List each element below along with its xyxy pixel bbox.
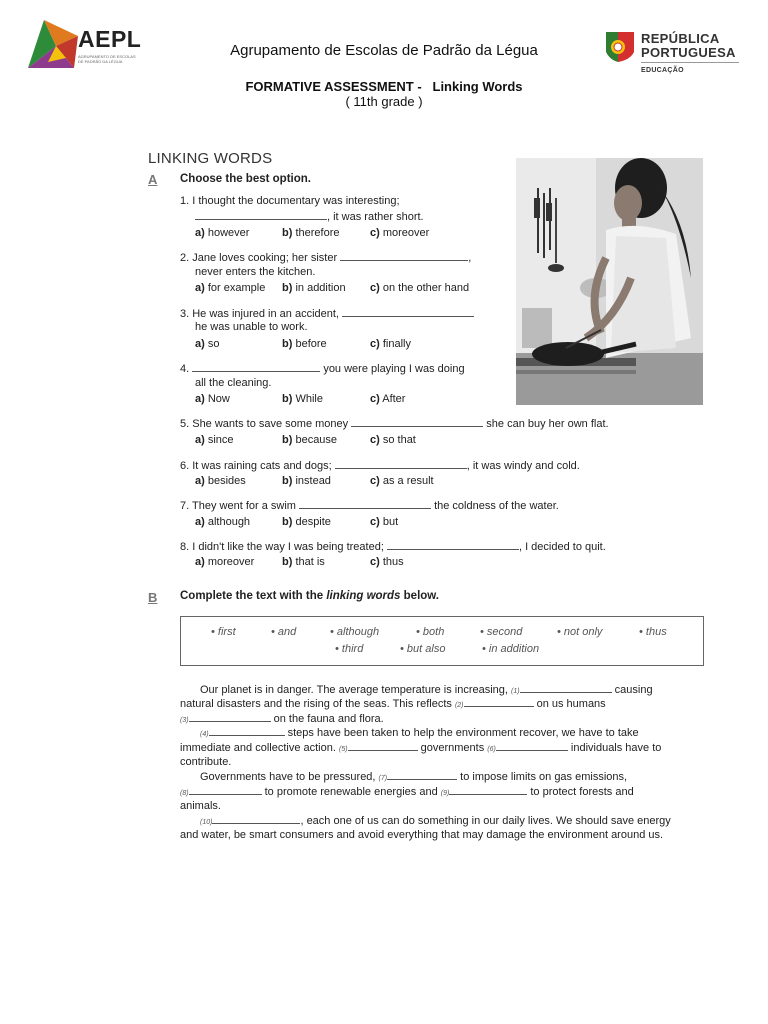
aepl-logo-subtext: AGRUPAMENTO DE ESCOLAS DE PADRÃO DA LÉGUA [78, 54, 136, 64]
question-8-line1: 8. I didn't like the way I was being treated; , I decided to quit. [180, 541, 606, 553]
option-c[interactable]: c) on the other hand [370, 282, 470, 294]
word-bank-item[interactable]: • third [335, 643, 364, 655]
answer-blank[interactable] [299, 498, 431, 509]
word-bank-item[interactable]: • not only [557, 626, 603, 638]
option-c[interactable]: c) but [370, 516, 399, 528]
text-gap-2[interactable] [464, 697, 534, 707]
text-gap-1[interactable] [520, 683, 612, 693]
section-b-title: Complete the text with the linking words below. [180, 590, 440, 602]
gov-logo-line1: REPÚBLICA [641, 31, 720, 46]
option-b[interactable]: b) because [282, 434, 338, 446]
word-bank-item[interactable]: • and [271, 626, 297, 638]
question-6-line1: 6. It was raining cats and dogs; , it was windy and cold. [180, 460, 580, 472]
option-c[interactable]: c) thus [370, 556, 404, 568]
text-line-10: (10) , each one of us can do something in our daily lives. We should save energy [200, 815, 671, 827]
option-a[interactable]: a) for example [195, 282, 266, 294]
option-b[interactable]: b) despite [282, 516, 331, 528]
answer-blank[interactable] [335, 458, 467, 469]
gov-logo-line3: EDUCAÇÃO [641, 67, 684, 74]
word-bank-item[interactable]: • in addition [482, 643, 540, 655]
text-line-8: (8) to promote renewable energies and (9) to protect forests and [180, 786, 634, 798]
text-gap-7[interactable] [387, 770, 457, 780]
question-7-line1: 7. They went for a swim the coldness of the water. [180, 500, 559, 512]
section-b-letter: B [148, 590, 158, 605]
question-1-line2: , it was rather short. [195, 209, 424, 225]
section-a-title: Choose the best option. [180, 173, 311, 185]
text-line-9: animals. [180, 800, 221, 812]
option-b[interactable]: b) in addition [282, 282, 346, 294]
option-b[interactable]: b) that is [282, 556, 325, 568]
option-b[interactable]: b) instead [282, 475, 331, 487]
option-a[interactable]: a) besides [195, 475, 246, 487]
text-gap-10[interactable] [212, 814, 300, 824]
question-5-line1: 5. She wants to save some money she can buy her own flat. [180, 418, 609, 430]
word-bank-item[interactable]: • but also [400, 643, 446, 655]
text-line-11: and water, be smart consumers and avoid everything that may damage the environment around us. [180, 829, 664, 841]
option-b[interactable]: b) therefore [282, 227, 340, 239]
text-gap-9[interactable] [449, 785, 527, 795]
portugal-flag-emblem-icon [604, 30, 636, 64]
answer-blank[interactable] [340, 250, 468, 261]
text-line-4: (4) steps have been taken to help the environment recover, we have to take [200, 727, 639, 739]
word-bank-item[interactable]: • both [416, 626, 445, 638]
text-gap-4[interactable] [209, 726, 285, 736]
answer-blank[interactable] [342, 306, 474, 317]
word-bank-item[interactable]: • first [211, 626, 236, 638]
option-a[interactable]: a) since [195, 434, 234, 446]
question-3-line1: 3. He was injured in an accident, [180, 306, 474, 322]
text-gap-3[interactable] [189, 712, 271, 722]
option-c[interactable]: c) so that [370, 434, 416, 446]
answer-blank[interactable] [195, 209, 327, 220]
main-heading: LINKING WORDS [148, 150, 273, 167]
option-c[interactable]: c) After [370, 393, 406, 405]
text-line-6: contribute. [180, 756, 232, 768]
answer-blank[interactable] [387, 539, 519, 550]
text-gap-8[interactable] [189, 785, 262, 795]
school-name: Agrupamento de Escolas de Padrão da Légua [230, 42, 538, 59]
option-b[interactable]: b) While [282, 393, 323, 405]
gov-logo-line2: PORTUGUESA [641, 45, 736, 60]
option-a[interactable]: a) Now [195, 393, 230, 405]
question-4-line1: 4. you were playing I was doing [180, 363, 465, 375]
text-gap-6[interactable] [496, 741, 568, 751]
text-line-7: Governments have to be pressured, (7) to impose limits on gas emissions, [200, 771, 628, 783]
word-bank-box [180, 616, 704, 666]
word-bank-item[interactable]: • second [480, 626, 523, 638]
text-line-1: Our planet is in danger. The average temperature is increasing, (1) causing [200, 684, 653, 696]
option-c[interactable]: c) finally [370, 338, 411, 350]
option-b[interactable]: b) before [282, 338, 327, 350]
word-bank-item[interactable]: • thus [639, 626, 667, 638]
question-2-line2: never enters the kitchen. [195, 266, 316, 278]
word-bank-item[interactable]: • although [330, 626, 380, 638]
question-3-line2: he was unable to work. [195, 321, 308, 333]
question-4-line2: all the cleaning. [195, 377, 272, 389]
text-line-2: natural disasters and the rising of the seas. This reflects (2) on us humans [180, 698, 606, 710]
gov-logo-divider [641, 62, 739, 63]
answer-blank[interactable] [192, 361, 320, 372]
option-a[interactable]: a) however [195, 227, 250, 239]
option-a[interactable]: a) although [195, 516, 251, 528]
answer-blank[interactable] [351, 416, 483, 427]
aepl-logo-text: AEPL [78, 26, 142, 52]
option-c[interactable]: c) moreover [370, 227, 430, 239]
option-a[interactable]: a) so [195, 338, 220, 350]
question-1-line1: 1. I thought the documentary was interesting; [180, 195, 400, 207]
text-line-5: immediate and collective action. (5) governments (6) individuals have to [180, 742, 662, 754]
question-2-line1: 2. Jane loves cooking; her sister , [180, 252, 472, 264]
section-a-letter: A [148, 172, 158, 187]
grade-label: ( 11th grade ) [345, 94, 423, 109]
assessment-title: FORMATIVE ASSESSMENT - Linking Words [245, 79, 523, 94]
text-line-3: (3) on the fauna and flora. [180, 713, 384, 725]
option-a[interactable]: a) moreover [195, 556, 255, 568]
woman-cooking-photo [516, 158, 703, 405]
option-c[interactable]: c) as a result [370, 475, 434, 487]
text-gap-5[interactable] [348, 741, 418, 751]
